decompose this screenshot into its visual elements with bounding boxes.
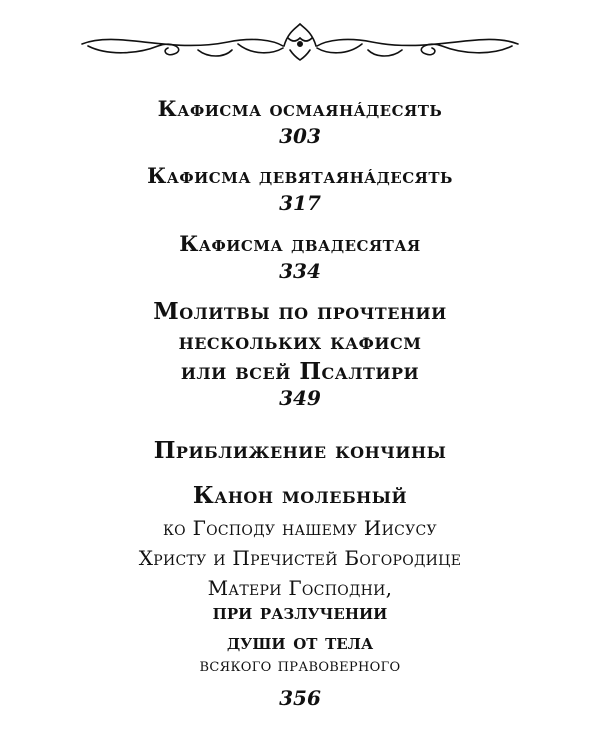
- toc-entry-page-19: 317: [279, 191, 321, 215]
- section-heading: Приближение кончины: [153, 437, 447, 464]
- toc-entry-title-20: Кафисма двадесятая: [179, 231, 421, 256]
- canon-tail-line: всякого правоверного: [199, 655, 401, 676]
- prayers-line-1: Молитвы по прочтении: [153, 298, 447, 325]
- canon-title: Канон молебный: [192, 482, 408, 509]
- toc-entry-prayers-page: 349: [279, 386, 321, 410]
- canon-desc-line-3: Матери Господни,: [207, 576, 393, 600]
- canon-bold-lines: [0, 597, 600, 657]
- prayers-line-2: нескольких кафисм: [178, 328, 422, 355]
- canon-page: 356: [279, 686, 321, 710]
- toc-entry-page-18: 303: [279, 124, 321, 148]
- toc-entry-title-19: Кафисма девятаянáдесять: [147, 163, 453, 188]
- canon-desc-line-2: Христу и Пречистей Богородице: [138, 546, 462, 570]
- prayers-line-3: или всей Псалтири: [180, 358, 420, 385]
- toc-entry-page-20: 334: [279, 259, 321, 283]
- toc-entry-title-18: Кафисма осмаянáдесять: [157, 96, 443, 121]
- canon-bold-line-1: при разлучении: [212, 599, 388, 625]
- decorative-divider-icon: [78, 20, 522, 64]
- toc-entry-prayers-title: [0, 297, 600, 387]
- canon-description: [0, 513, 600, 603]
- canon-desc-line-1: ко Господу нашему Иисусу: [163, 516, 437, 540]
- canon-bold-line-2: души от тела: [226, 629, 374, 655]
